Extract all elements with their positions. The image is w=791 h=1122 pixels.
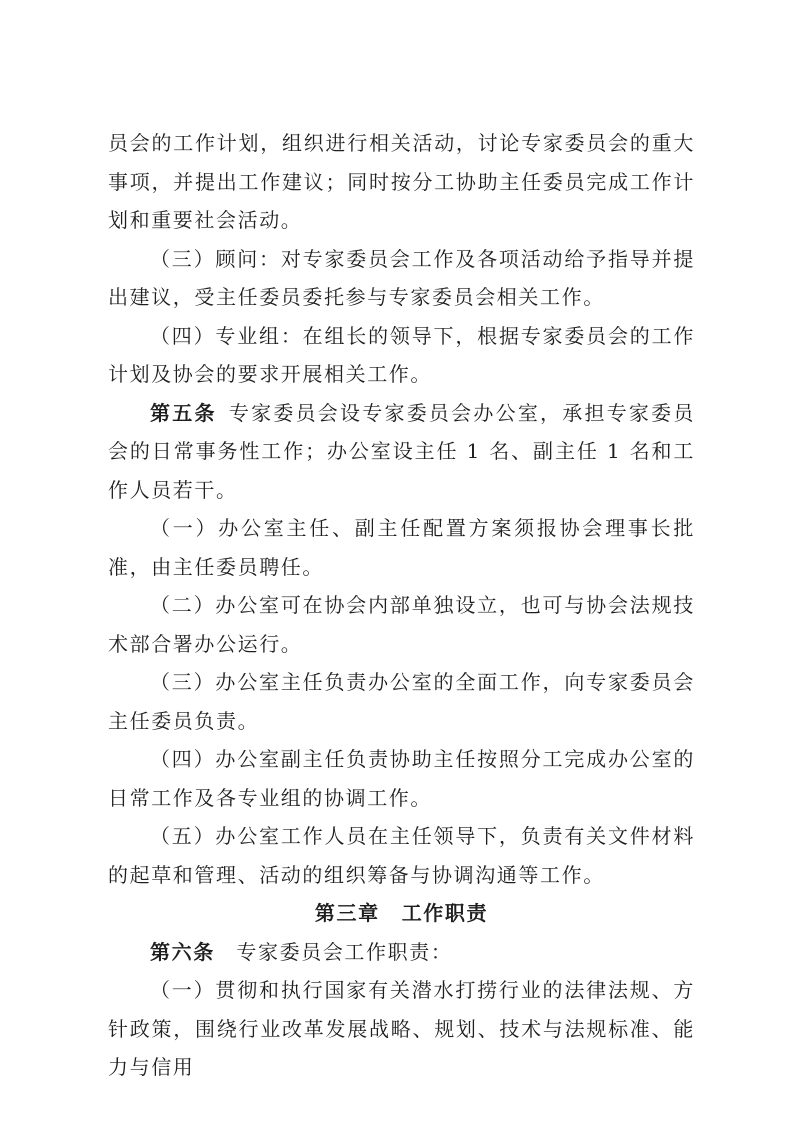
paragraph-duty-one: （一）贯彻和执行国家有关潜水打捞行业的法律法规、方针政策，围绕行业改革发展战略、规划、技术与法规标准、能力与信用: [108, 978, 695, 1079]
article-six-text: 专家委员会工作职责：: [236, 939, 453, 964]
paragraph-office-setup: （二）办公室可在协会内部单独设立，也可与协会法规技术部合署办公运行。: [108, 593, 695, 656]
paragraph-specialty-group: （四）专业组：在组长的领导下，根据专家委员会的工作计划及协会的要求开展相关工作。: [108, 323, 695, 386]
chapter-number: 第三章: [314, 901, 380, 925]
paragraph-office-director-config: （一）办公室主任、副主任配置方案须报协会理事长批准，由主任委员聘任。: [108, 516, 695, 579]
chapter-title: 工作职责: [401, 901, 489, 925]
paragraph-office-staff-duty: （五）办公室工作人员在主任领导下，负责有关文件材料的起草和管理、活动的组织筹备与协调沟通等工作。: [108, 824, 695, 887]
article-five-label: 第五条: [150, 400, 217, 425]
article-five: [108, 394, 695, 510]
paragraph-continued: 员会的工作计划，组织进行相关活动，讨论专家委员会的重大事项，并提出工作建议；同时按分工协助主任委员完成工作计划和重要社会活动。: [108, 131, 695, 232]
article-five-text: 专家委员会设专家委员会办公室，承担专家委员会的日常事务性工作；办公室设主任 1 名、副主任 1 名和工作人员若干。: [108, 400, 695, 502]
chapter-heading: [108, 894, 695, 933]
paragraph-office-director-duty: （三）办公室主任负责办公室的全面工作，向专家委员会主任委员负责。: [108, 670, 695, 733]
article-six: [108, 933, 695, 972]
paragraph-deputy-director-duty: （四）办公室副主任负责协助主任按照分工完成办公室的日常工作及各专业组的协调工作。: [108, 747, 695, 810]
article-six-label: 第六条: [150, 939, 215, 964]
paragraph-advisor: （三）顾问：对专家委员会工作及各项活动给予指导并提出建议，受主任委员委托参与专家委员会相关工作。: [108, 246, 695, 309]
